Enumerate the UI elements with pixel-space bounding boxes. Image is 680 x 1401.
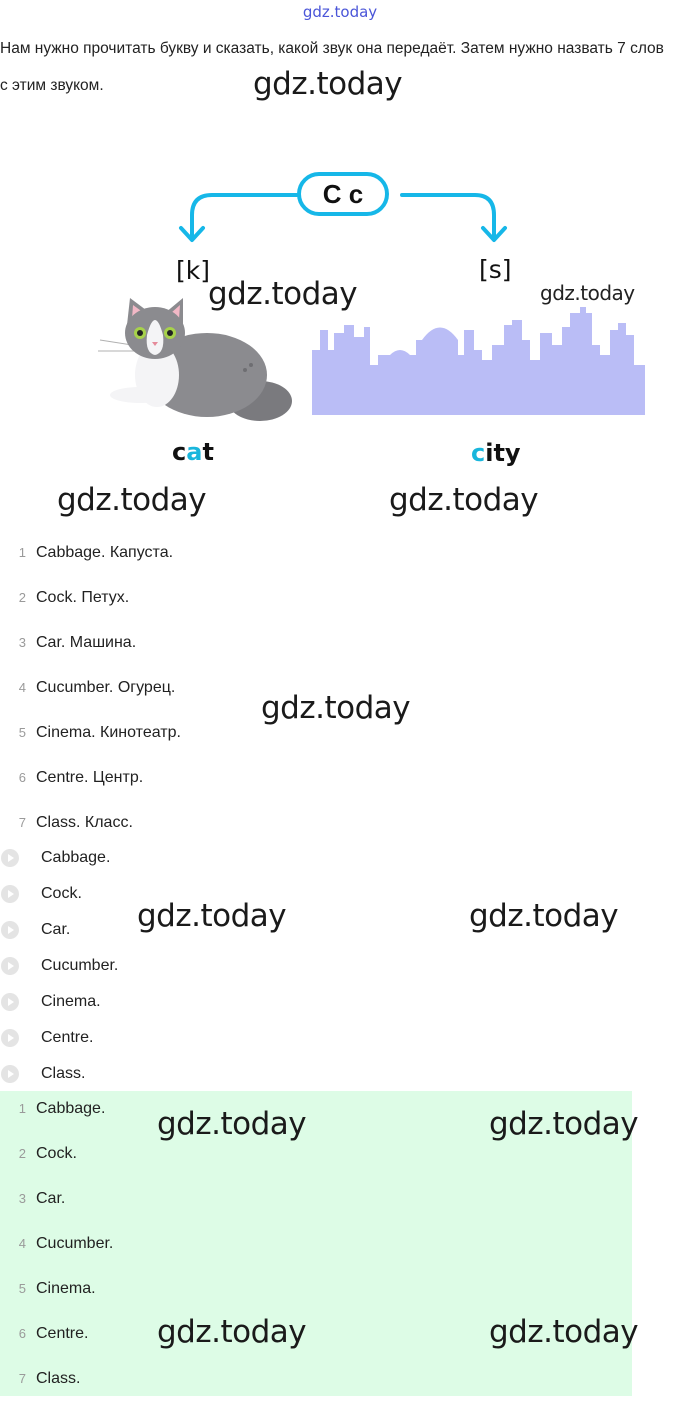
audio-item[interactable] [0,840,110,876]
item-number: 3 [18,1191,26,1206]
list-item [0,710,680,755]
audio-item-text: Car. [41,921,71,938]
item-number: 7 [18,1371,26,1386]
item-number: 2 [18,590,26,605]
site-link[interactable]: gdz.today [302,3,378,21]
watermark: gdz.today [208,276,358,312]
play-icon[interactable] [1,921,19,939]
item-number: 7 [18,815,26,830]
item-number: 2 [18,1146,26,1161]
play-icon[interactable] [1,849,19,867]
word-cat-first: c [172,438,187,466]
answer-item [0,1266,680,1311]
item-text: Car. [36,1189,66,1207]
audio-item-text: Cinema. [41,993,101,1010]
answer-item [0,1356,680,1401]
translation-list [0,530,680,845]
word-city-rest: ity [485,439,521,467]
watermark: gdz.today [469,898,619,934]
word-city-first: c [471,439,486,467]
watermark: gdz.today [253,66,403,102]
item-number: 5 [18,1281,26,1296]
play-icon[interactable] [1,957,19,975]
watermark: gdz.today [157,1106,307,1142]
watermark: gdz.today [389,482,539,518]
list-item [0,755,680,800]
item-number: 6 [18,770,26,785]
play-icon[interactable] [1,993,19,1011]
audio-item[interactable] [0,876,82,912]
city-illustration [312,305,645,415]
item-number: 6 [18,1326,26,1341]
word-cat [172,438,214,466]
item-text: Centre. Центр. [36,768,144,786]
word-city [471,439,521,467]
item-number: 1 [18,1101,26,1116]
task-description: Нам нужно прочитать букву и сказать, какой звук она передаёт. Затем нужно назвать 7 слов с этим звуком. [0,40,664,94]
list-item [0,530,680,575]
watermark: gdz.today [57,482,207,518]
audio-item-text: Class. [41,1065,86,1082]
watermark: gdz.today [489,1314,639,1350]
answer-item [0,1176,680,1221]
audio-item-text: Cabbage. [41,849,111,866]
list-item [0,620,680,665]
audio-item-text: Cucumber. [41,957,119,974]
play-icon[interactable] [1,1065,19,1083]
item-text: Car. Машина. [36,633,137,651]
sound-k: [k] [176,256,210,285]
item-text: Centre. [36,1324,89,1342]
item-text: Cabbage. [36,1099,106,1117]
item-text: Cock. Петух. [36,588,130,606]
audio-item-text: Cock. [41,885,82,902]
right-arrow [402,195,494,238]
letter-card: C c [297,172,389,216]
audio-list [0,840,680,1092]
item-text: Cabbage. Капуста. [36,543,174,561]
item-text: Class. Класс. [36,813,133,831]
word-cat-rest: t [202,438,214,466]
item-number: 3 [18,635,26,650]
play-icon[interactable] [1,1029,19,1047]
answer-item [0,1221,680,1266]
audio-item[interactable] [0,912,70,948]
watermark: gdz.today [261,690,411,726]
watermark: gdz.today [489,1106,639,1142]
audio-item[interactable] [0,948,118,984]
list-item [0,665,680,710]
item-number: 5 [18,725,26,740]
list-item [0,575,680,620]
sound-s: [s] [479,255,512,284]
item-number: 4 [18,1236,26,1251]
audio-item-text: Centre. [41,1029,94,1046]
item-number: 1 [18,545,26,560]
item-text: Cinema. [36,1279,96,1297]
watermark: gdz.today [137,898,287,934]
item-text: Cock. [36,1144,77,1162]
item-text: Cinema. Кинотеатр. [36,723,181,741]
item-number: 4 [18,680,26,695]
play-icon[interactable] [1,885,19,903]
watermark: gdz.today [540,281,635,305]
word-cat-accent: a [186,438,203,466]
item-text: Class. [36,1369,81,1387]
audio-item[interactable] [0,984,101,1020]
item-text: Cucumber. Огурец. [36,678,176,696]
cat-illustration [95,295,300,425]
list-item [0,800,680,845]
audio-item[interactable] [0,1020,93,1056]
watermark: gdz.today [157,1314,307,1350]
item-text: Cucumber. [36,1234,114,1252]
left-arrow [192,195,297,238]
